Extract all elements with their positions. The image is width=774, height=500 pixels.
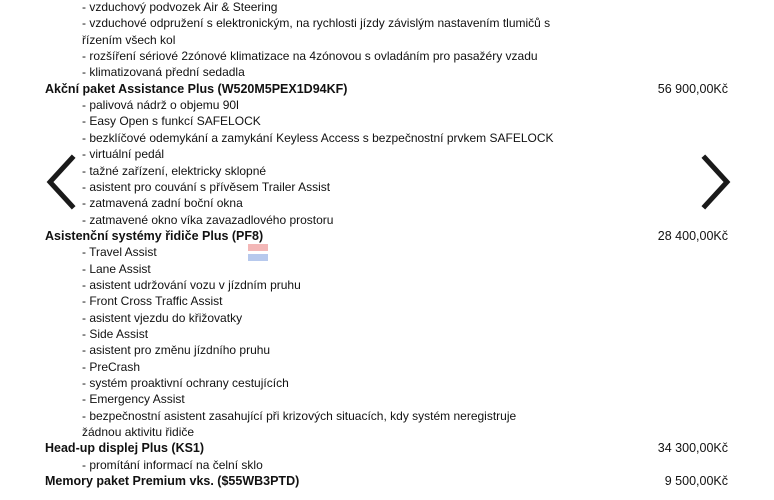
list-item: - Side Assist — [82, 327, 149, 341]
list-item: - tažné zařízení, elektricky sklopné — [82, 164, 267, 178]
list-item: - klimatizovaná přední sedadla — [82, 65, 245, 79]
chevron-right-icon — [701, 154, 733, 210]
list-item: - asistent vjezdu do křižovatky — [82, 311, 243, 325]
list-item: - zatmavená zadní boční okna — [82, 196, 243, 210]
previous-image-button[interactable] — [38, 150, 82, 214]
list-item: - promítání informací na čelní sklo — [82, 458, 263, 472]
list-item: - PreCrash — [82, 360, 141, 374]
list-item: - Front Cross Traffic Assist — [82, 294, 223, 308]
list-item: - bezpečnostní asistent zasahující při krizových situacích, kdy systém neregistruje — [82, 409, 517, 423]
list-item: - zatmavené okno víka zavazadlového prostoru — [82, 213, 334, 227]
section-price: 9 500,00Kč — [664, 474, 728, 488]
list-item-continuation: řízením všech kol — [82, 33, 176, 47]
list-item: - Lane Assist — [82, 262, 151, 276]
section-heading: Akční paket Assistance Plus (W520M5PEX1D94KF) — [45, 82, 348, 96]
section-price: 34 300,00Kč — [657, 441, 728, 455]
list-item: - Emergency Assist — [82, 392, 185, 406]
list-item: - asistent pro couvání s přívěsem Trailer Assist — [82, 180, 331, 194]
section-price: 56 900,00Kč — [657, 82, 728, 96]
list-item: - Travel Assist — [82, 245, 157, 259]
list-item: - asistent udržování vozu v jízdním pruhu — [82, 278, 301, 292]
list-item: - asistent pro změnu jízdního pruhu — [82, 343, 271, 357]
list-item: - vzduchový podvozek Air & Steering — [82, 0, 278, 14]
watermark-logo — [246, 242, 270, 271]
section-heading: Memory paket Premium vks. ($55WB3PTD) — [45, 474, 300, 488]
section-price: 28 400,00Kč — [657, 229, 728, 243]
chevron-left-icon — [44, 154, 76, 210]
list-item-continuation: žádnou aktivitu řidiče — [82, 425, 195, 439]
list-item: - rozšíření sériové 2zónové klimatizace na 4zónovou s ovladáním pro pasažéry vzadu — [82, 49, 538, 63]
list-item: - virtuální pedál — [82, 147, 165, 161]
section-heading: Head-up displej Plus (KS1) — [45, 441, 205, 455]
list-item: - bezklíčové odemykání a zamykání Keyless Access s bezpečnostní prvkem SAFELOCK — [82, 131, 554, 145]
list-item: - systém proaktivní ochrany cestujících — [82, 376, 289, 390]
list-item: - palivová nádrž o objemu 90l — [82, 98, 239, 112]
list-item: - vzduchové odpružení s elektronickým, na rychlosti jízdy závislým nastavením tlumičů s — [82, 16, 551, 30]
list-item: - Easy Open s funkcí SAFELOCK — [82, 114, 261, 128]
section-heading: Asistenční systémy řidiče Plus (PF8) — [45, 229, 264, 243]
next-image-button[interactable] — [695, 150, 739, 214]
